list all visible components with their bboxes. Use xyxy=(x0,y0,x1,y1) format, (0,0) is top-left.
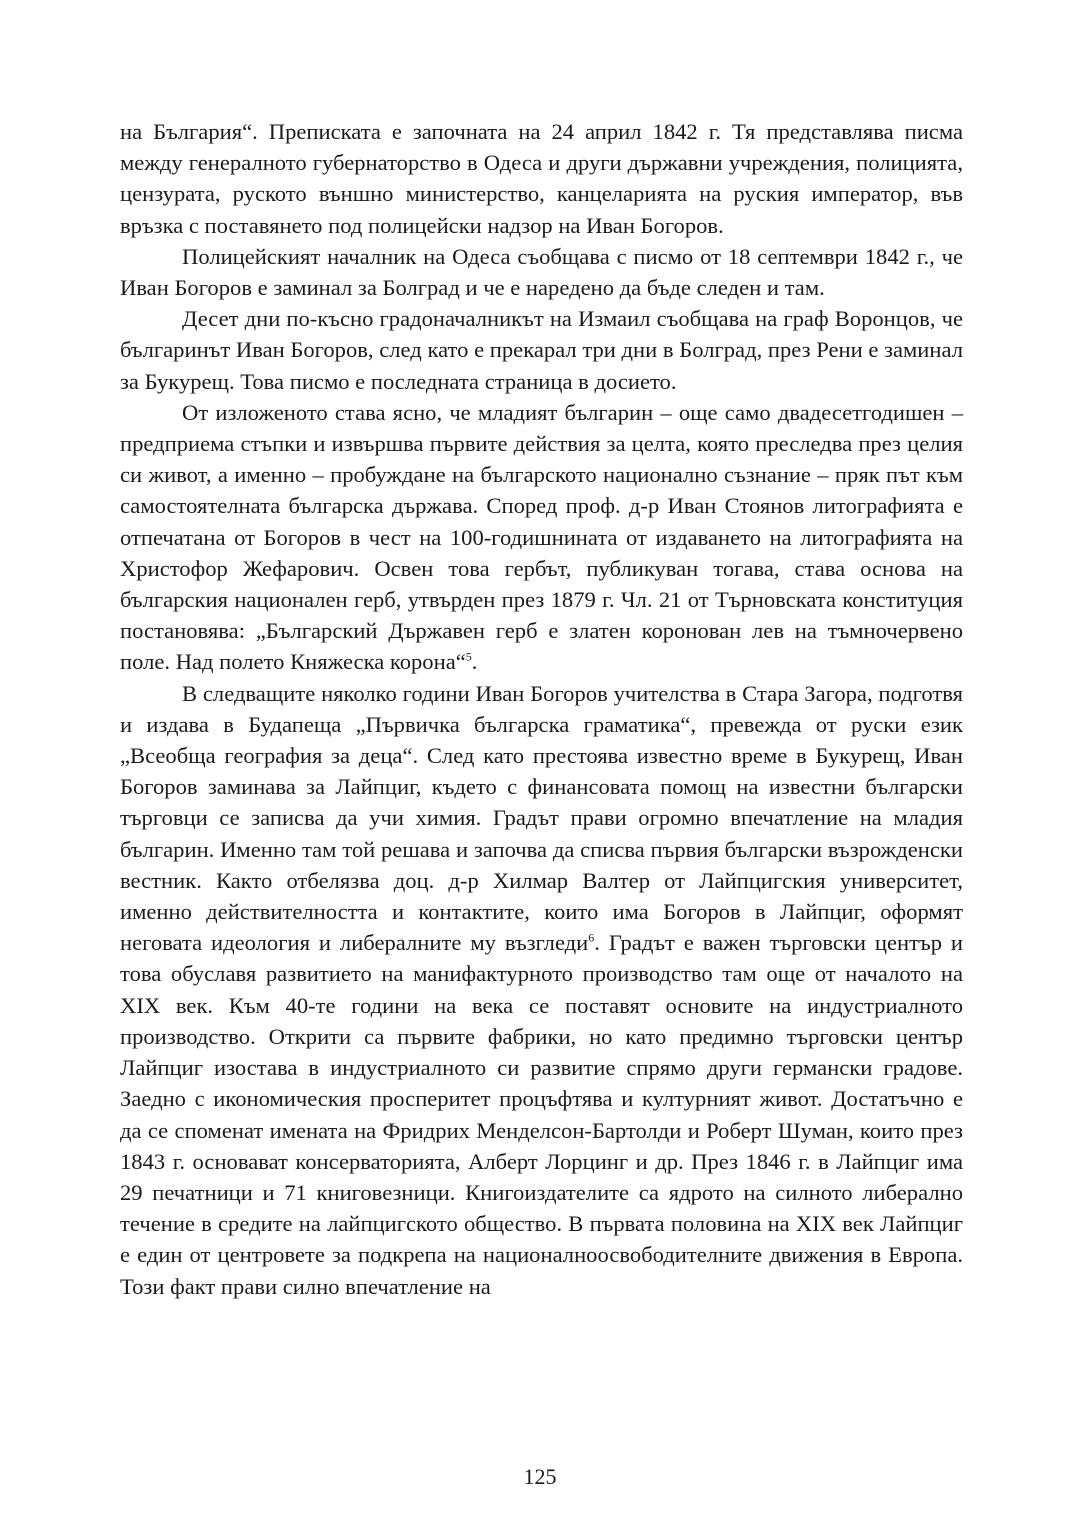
paragraph-2-text: Полицейският началник на Одеса съобщава с писмо от 18 септември 1842 г., че Иван Богоров е заминал за Болград и че е наредено да бъде следен и там. xyxy=(120,243,963,301)
footnote-ref-5[interactable]: 5 xyxy=(465,649,472,664)
paragraph-4-tail: . xyxy=(471,649,478,675)
paragraph-1-text: на България“. Преписката е започната на 24 април 1842 г. Тя представлява писма между генералното губернаторство в Одеса и други държавни учреждения, полицията, цензурата, руското външно министерство, канцеларията на руския император, във връзка с поставянето под полицейски надзор на Иван Богоров. xyxy=(120,119,963,238)
paragraph-3 xyxy=(120,303,963,397)
footnote-ref-6[interactable]: 6 xyxy=(588,930,595,945)
paragraph-5 xyxy=(120,678,963,1302)
paragraph-4 xyxy=(120,397,963,678)
page-number: 125 xyxy=(523,1464,557,1489)
paragraph-5-text: В следващите няколко години Иван Богоров учителства в Стара Загора, подготвя и издава в Будапеща „Първичка българска граматика“, превежда от руски език „Всеобща география за деца“. След като престоява известно време в Букурещ, Иван Богоров заминава за Лайпциг, където с финансовата помощ на известни български търговци се записва да учи химия. Градът прави огромно впечатление на младия българин. Именно там той решава и започва да списва първия български възрожденски вестник. Както отбелязва доц. д-р Хилмар Валтер от Лайпцигския университет, именно действителността и контактите, които има Богоров в Лайпциг, оформят неговата идеология и либералните му възгледи xyxy=(120,680,963,956)
paragraph-1 xyxy=(120,116,963,241)
paragraph-4-text: От изложеното става ясно, че младият българин – още само двадесетгодишен – предприема стъпки и извършва първите действия за целта, която преследва през целия си живот, а именно – пробуждане на българското национално съзнание – пряк път към самостоятелната българска държава. Според проф. д-р Иван Стоянов литографията е отпечатана от Богоров в чест на 100-годишнината от издаването на литографията на Христофор Жефарович. Освен това гербът, публикуван тогава, става основа на българския национален герб, утвърден през 1879 г. Чл. 21 от Търновската конституция постановява: „Българский Държавен герб е златен коронован лев на тъмночервено поле. Над полето Княжеска корона“ xyxy=(120,399,963,675)
paragraph-5-tail: . Градът е важен търговски център и това обуславя развитието на манифактурното производство там още от началото на ХІХ век. Към 40-те години на века се поставят основите на индустриалното производство. Открити са първите фабрики, но като предимно търговски център Лайпциг изостава в индустриалното си развитие спрямо други германски градове. Заедно с икономическия просперитет процъфтява и културният живот. Достатъчно е да се споменат имената на Фридрих Менделсон-Бартолди и Роберт Шуман, които през 1843 г. основават консерваторията, Алберт Лорцинг и др. През 1846 г. в Лайпциг има 29 печатници и 71 книговезници. Книгоиздателите са ядрото на силното либерално течение в средите на лайпцигското общество. В първата половина на ХІХ век Лайпциг е един от центровете за подкрепа на националноосвободителните движения в Европа. Този факт прави силно впечатление на xyxy=(120,930,964,1299)
paragraph-2 xyxy=(120,241,963,303)
paragraph-3-text: Десет дни по-късно градоначалникът на Измаил съобщава на граф Воронцов, че българинът Иван Богоров, след като е прекарал три дни в Болград, през Рени е заминал за Букурещ. Това писмо е последната страница в досието. xyxy=(120,306,963,394)
page-body xyxy=(120,116,963,1302)
